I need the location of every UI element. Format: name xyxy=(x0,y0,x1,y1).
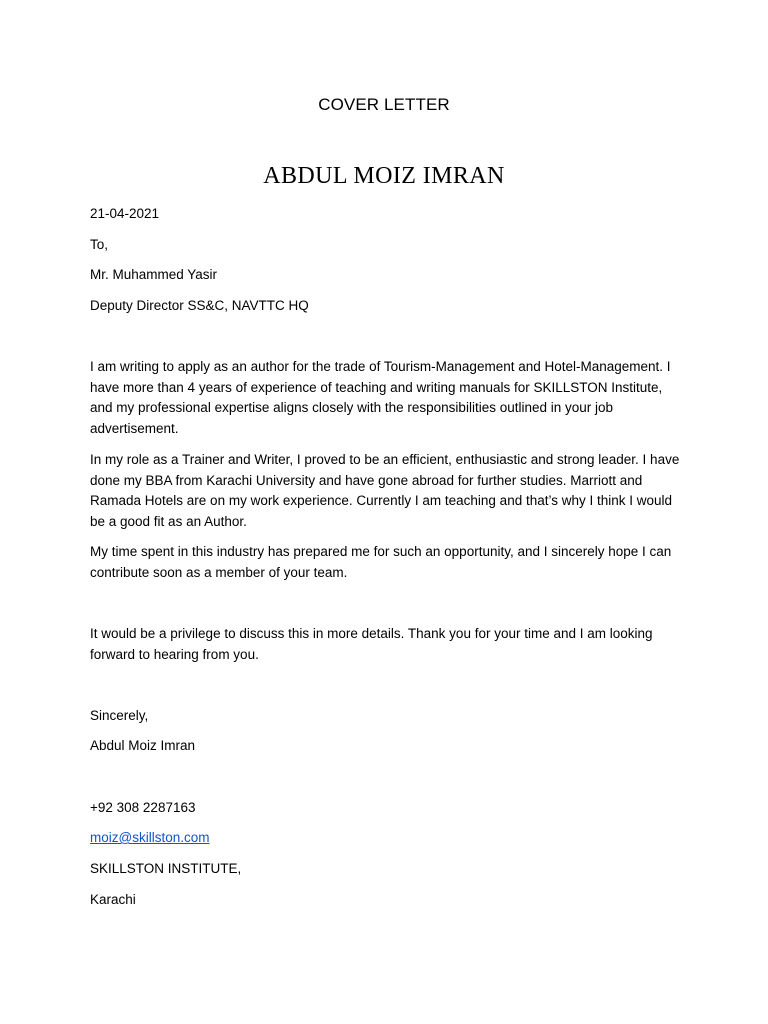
salutation-to: To, xyxy=(90,237,109,252)
organization-name: SKILLSTON INSTITUTE, xyxy=(90,861,242,876)
recipient-title: Deputy Director SS&C, NAVTTC HQ xyxy=(90,298,309,313)
closing: Sincerely, xyxy=(90,708,149,723)
email-line xyxy=(90,828,209,849)
body-paragraph-1: I am writing to apply as an author for the trade of Tourism-Management and Hotel-Management. I have more than 4 years of experience of teaching and writing manuals for SKILLSTON Institute, and my professional expertise aligns closely with the responsibilities outlined in your job advertisement. xyxy=(90,359,671,436)
document-heading: COVER LETTER xyxy=(318,95,450,114)
body-paragraph-3: My time spent in this industry has prepared me for such an opportunity, and I sincerely hope I can contribute soon as a member of your team. xyxy=(90,544,672,580)
phone-number: +92 308 2287163 xyxy=(90,800,196,815)
author-name-title: ABDUL MOIZ IMRAN xyxy=(263,163,505,189)
body-paragraph-4: It would be a privilege to discuss this in more details. Thank you for your time and I am looking forward to hearing from you. xyxy=(90,626,653,662)
signature-name: Abdul Moiz Imran xyxy=(90,738,196,753)
email-link[interactable]: moiz@skillston.com xyxy=(90,830,210,845)
body-paragraph-2: In my role as a Trainer and Writer, I proved to be an efficient, enthusiastic and strong leader. I have done my BBA from Karachi University and have gone abroad for further studies. Marriott and Ramada Hotels are on my work experience. Currently I am teaching and that’s why I think I would be a good fit as an Author. xyxy=(90,452,680,529)
recipient-name: Mr. Muhammed Yasir xyxy=(90,267,218,282)
letter-date: 21-04-2021 xyxy=(90,206,160,221)
city-name: Karachi xyxy=(90,892,136,907)
